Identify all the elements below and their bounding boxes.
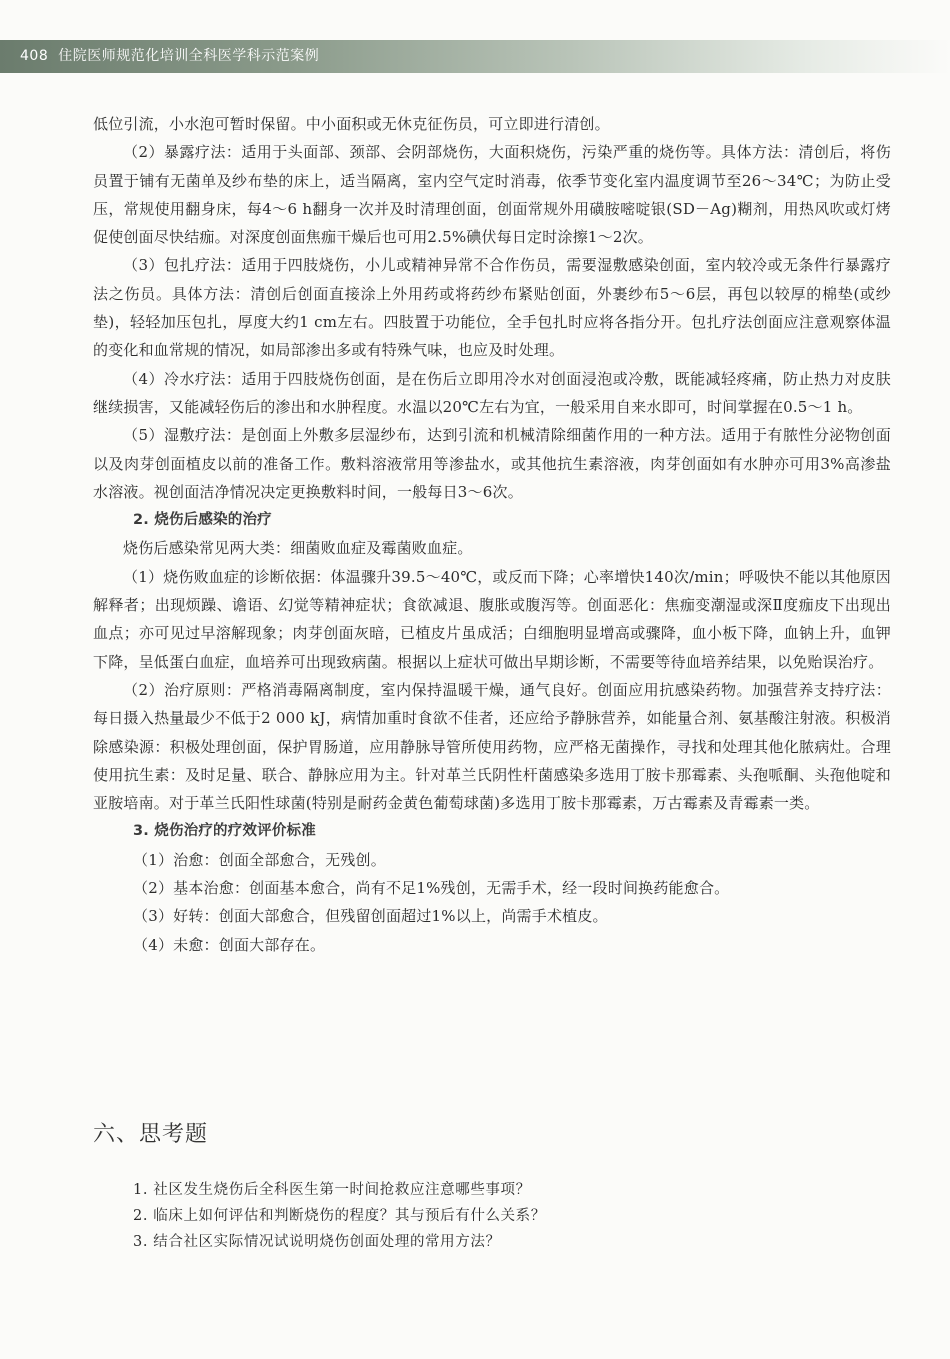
paragraph-intro: 低位引流，小水泡可暂时保留。中小面积或无休克征伤员，可立即进行清创。	[93, 115, 610, 133]
page-number: 408	[20, 48, 49, 64]
question-list	[133, 1178, 893, 1255]
paragraph-cold-water-therapy: （4）冷水疗法：适用于四肢烧伤创面，是在伤后立即用冷水对创面浸泡或冷敷，既能减轻疼痛，防止热力对皮肤继续损害，又能减轻伤后的渗出和水肿程度。水温以20℃左右为宜，一般采用自来水即可，时间掌握在0.5～1 h。	[93, 369, 891, 416]
paragraph-sepsis-diagnosis: （1）烧伤败血症的诊断依据：体温骤升39.5～40℃，或反而下降；心率增快140次/min；呼吸快不能以其他原因解释者；出现烦躁、谵语、幻觉等精神症状；食欲减退、腹胀或腹泻等。创面恶化：焦痂变潮湿或深Ⅱ度痂皮下出现出血点；亦可见过早溶解现象；肉芽创面灰暗，已植皮片虽成活；白细胞明显增高或骤降，血小板下降，血钠上升，血钾下降，呈低蛋白血症，血培养可出现致病菌。根据以上症状可做出早期诊断，不需要等待血培养结果，以免贻误治疗。	[93, 567, 891, 671]
paragraph-infection-intro: 烧伤后感染常见两大类：细菌败血症及霉菌败血症。	[123, 539, 473, 558]
subheading-evaluation: 3. 烧伤治疗的疗效评价标准	[133, 823, 316, 840]
evaluation-item: （4）未愈：创面大部存在。	[133, 935, 326, 954]
question-item: 3. 结合社区实际情况试说明烧伤创面处理的常用方法？	[133, 1233, 501, 1250]
paragraph-wet-compress-therapy: （5）湿敷疗法：是创面上外敷多层湿纱布，达到引流和机械清除细菌作用的一种方法。适用于有脓性分泌物创面以及肉芽创面植皮以前的准备工作。敷料溶液常用等渗盐水，或其他抗生素溶液，肉芽创面如有水肿亦可用3%高渗盐水溶液。视创面洁净情况决定更换敷料时间，一般每日3～6次。	[93, 426, 891, 501]
question-item: 2. 临床上如何评估和判断烧伤的程度？其与预后有什么关系？	[133, 1207, 546, 1224]
book-title: 住院医师规范化培训全科医学科示范案例	[58, 48, 320, 64]
subheading-infection: 2. 烧伤后感染的治疗	[133, 512, 272, 529]
running-header	[0, 40, 950, 73]
evaluation-item: （2）基本治愈：创面基本愈合，尚有不足1%残创，无需手术，经一段时间换药能愈合。	[133, 879, 730, 898]
paragraph-treatment-principle: （2）治疗原则：严格消毒隔离制度，室内保持温暖干燥，通气良好。创面应用抗感染药物。加强营养支持疗法：每日摄入热量最少不低于2 000 kJ，病情加重时食欲不佳者，还应给予静脉营养，如能量合剂、氨基酸注射液。积极消除感染源：积极处理创面，保护胃肠道，应用静脉导管所使用药物，应严格无菌操作，寻找和处理其他化脓病灶。合理使用抗生素：及时足量、联合、静脉应用为主。针对革兰氏阴性杆菌感染多选用丁胺卡那霉素、头孢哌酮、头孢他啶和亚胺培南。对于革兰氏阳性球菌(特别是耐药金黄色葡萄球菌)多选用丁胺卡那霉素，万古霉素及青霉素一类。	[93, 680, 891, 813]
paragraph-exposure-therapy: （2）暴露疗法：适用于头面部、颈部、会阴部烧伤，大面积烧伤，污染严重的烧伤等。具体方法：清创后，将伤员置于铺有无菌单及纱布垫的床上，适当隔离，室内空气定时消毒，依季节变化室内温度调节至26～34℃；为防止受压，常规使用翻身床，每4～6 h翻身一次并及时清理创面，创面常规外用磺胺嘧啶银(SD－Ag)糊剂，用热风吹或灯烤促使创面尽快结痂。对深度创面焦痂干燥后也可用2.5%碘伏每日定时涂擦1～2次。	[93, 143, 891, 247]
header-text	[20, 45, 319, 65]
evaluation-item: （1）治愈：创面全部愈合，无残创。	[133, 850, 386, 869]
evaluation-item: （3）好转：创面大部愈合，但残留创面超过1%以上，尚需手术植皮。	[133, 907, 608, 926]
question-item: 1. 社区发生烧伤后全科医生第一时间抢救应注意哪些事项？	[133, 1182, 531, 1198]
paragraph-wrap-therapy: （3）包扎疗法：适用于四肢烧伤，小儿或精神异常不合作伤员，需要湿敷感染创面，室内较冷或无条件行暴露疗法之伤员。具体方法：清创后创面直接涂上外用药或将药纱布紧贴创面，外裹纱布5～6层，再包以较厚的棉垫(或纱垫)，轻轻加压包扎，厚度大约1 cm左右。四肢置于功能位，全手包扎时应将各指分开。包扎疗法创面应注意观察体温的变化和血常规的情况，如局部渗出多或有特殊气味，也应及时处理。	[93, 256, 891, 360]
section-title: 六、思考题	[93, 1122, 209, 1147]
main-text	[93, 110, 891, 959]
